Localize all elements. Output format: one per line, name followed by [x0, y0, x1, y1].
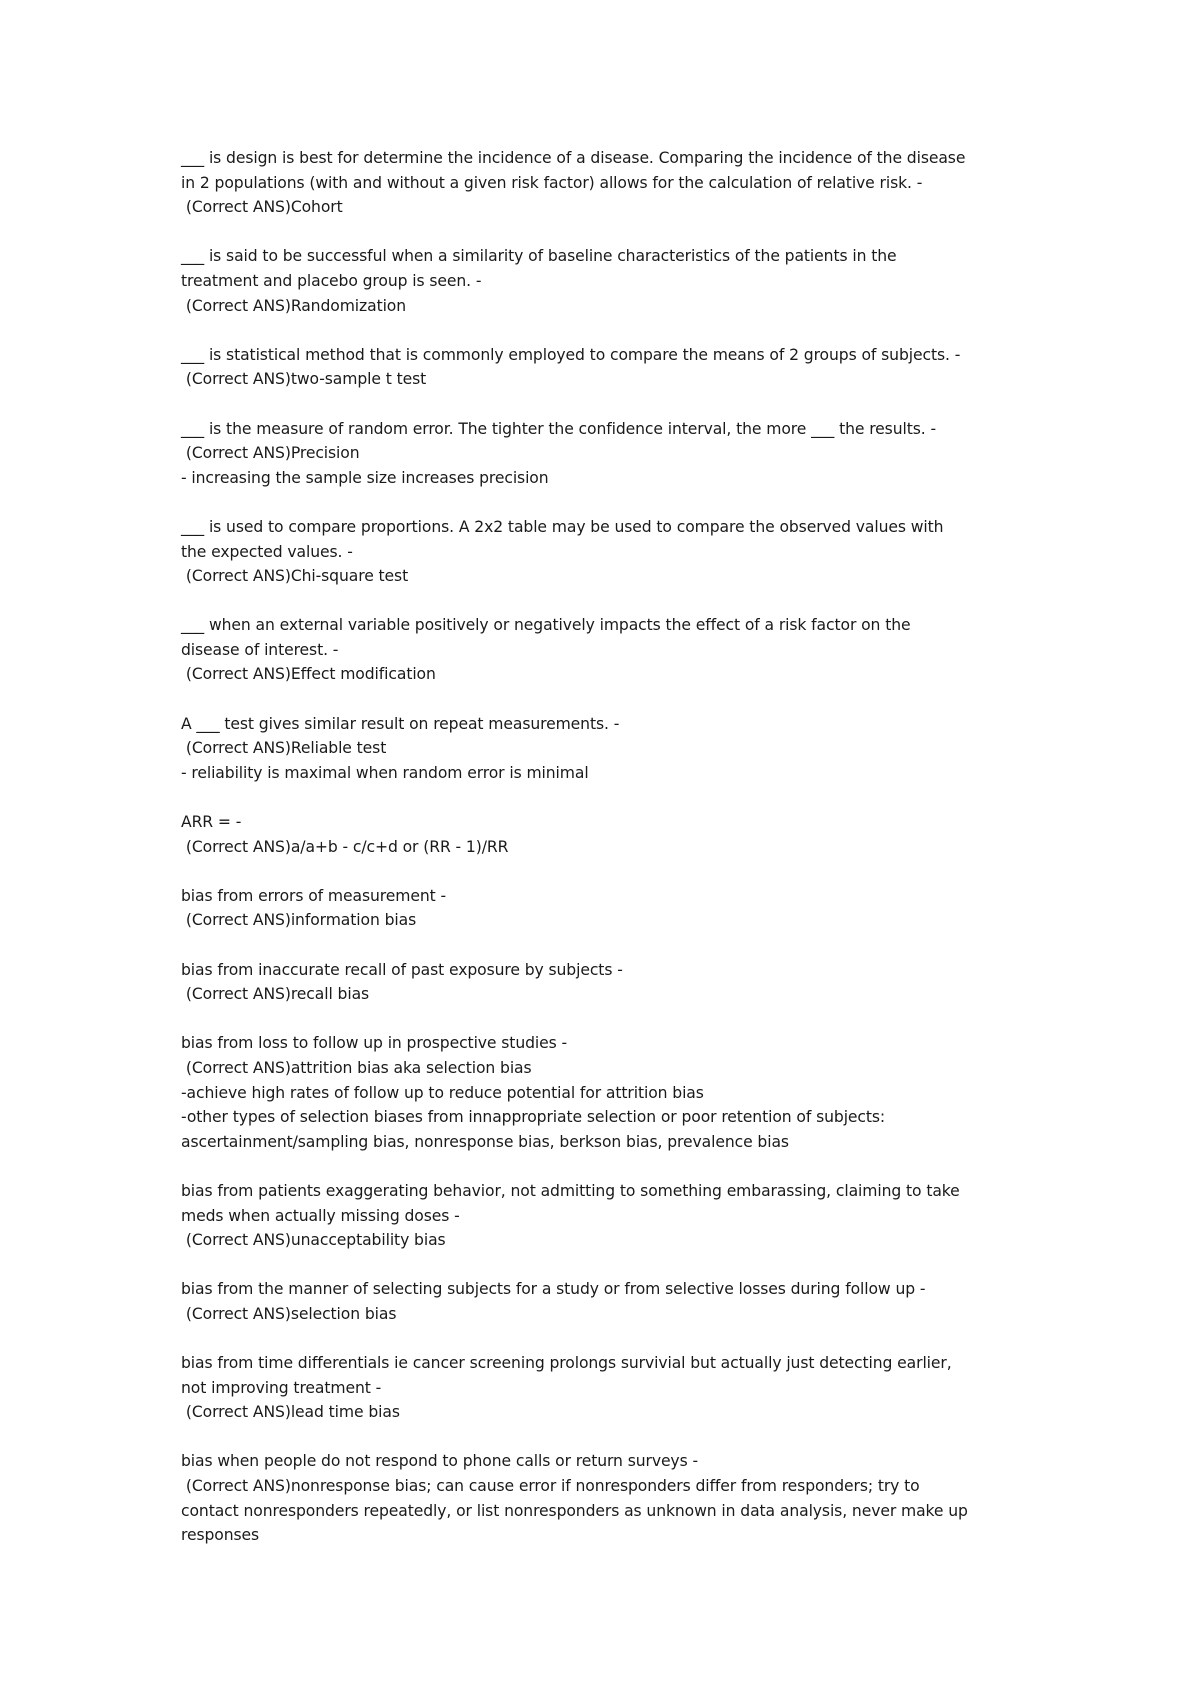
answer-line: (Correct ANS)Effect modification [181, 665, 436, 684]
qa-item [181, 958, 1031, 1007]
answer-line: -other types of selection biases from innappropriate selection or poor retention of subjects: [181, 1108, 886, 1127]
qa-item [181, 1179, 1031, 1253]
question-line: bias from loss to follow up in prospective studies - [181, 1034, 568, 1053]
answer-line: (Correct ANS)unacceptability bias [181, 1231, 446, 1250]
question-line: bias from the manner of selecting subjects for a study or from selective losses during follow up - [181, 1280, 926, 1299]
qa-item [181, 884, 1031, 933]
answer-line: contact nonresponders repeatedly, or list nonresponders as unknown in data analysis, never make up [181, 1501, 968, 1520]
answer-line: (Correct ANS)nonresponse bias; can cause error if nonresponders differ from responders; try to [181, 1477, 920, 1496]
question-line: disease of interest. - [181, 640, 339, 659]
qa-item [181, 1351, 1031, 1425]
answer-line: (Correct ANS)selection bias [181, 1304, 397, 1323]
question-line: ___ is design is best for determine the incidence of a disease. Comparing the incidence of the disease [181, 149, 966, 167]
answer-line: (Correct ANS)Cohort [181, 198, 343, 217]
answer-line: (Correct ANS)recall bias [181, 985, 370, 1004]
question-line: ___ is statistical method that is commonly employed to compare the means of 2 groups of subjects. - [181, 345, 961, 364]
qa-item [181, 810, 1031, 859]
question-line: bias from errors of measurement - [181, 886, 447, 905]
question-line: bias from patients exaggerating behavior, not admitting to something embarassing, claiming to take [181, 1181, 960, 1200]
qa-item [181, 244, 1031, 318]
answer-line: (Correct ANS)Randomization [181, 296, 407, 315]
answer-line: (Correct ANS)Precision [181, 444, 360, 463]
qa-item [181, 613, 1031, 687]
question-line: treatment and placebo group is seen. - [181, 271, 482, 290]
question-line: the expected values. - [181, 542, 353, 561]
qa-item [181, 1449, 1031, 1547]
question-line: meds when actually missing doses - [181, 1206, 460, 1225]
qa-list [181, 146, 1031, 1572]
question-line: ARR = - [181, 813, 242, 832]
question-line: not improving treatment - [181, 1378, 382, 1397]
answer-line: (Correct ANS)Chi-square test [181, 567, 409, 586]
qa-item [181, 417, 1031, 491]
answer-line: - reliability is maximal when random error is minimal [181, 763, 589, 782]
question-line: ___ when an external variable positively or negatively impacts the effect of a risk factor on the [181, 616, 911, 635]
answer-line: ascertainment/sampling bias, nonresponse bias, berkson bias, prevalence bias [181, 1132, 789, 1151]
qa-item [181, 1277, 1031, 1326]
question-line: ___ is said to be successful when a similarity of baseline characteristics of the patients in the [181, 247, 897, 266]
question-line: in 2 populations (with and without a given risk factor) allows for the calculation of relative risk. - [181, 173, 923, 192]
qa-item [181, 515, 1031, 589]
answer-line: -achieve high rates of follow up to reduce potential for attrition bias [181, 1083, 704, 1102]
answer-line: (Correct ANS)lead time bias [181, 1403, 400, 1422]
answer-line: (Correct ANS)two-sample t test [181, 370, 427, 389]
question-line: bias from time differentials ie cancer screening prolongs survivial but actually just detecting earlier, [181, 1354, 952, 1373]
answer-line: (Correct ANS)attrition bias aka selection bias [181, 1058, 532, 1077]
qa-item [181, 712, 1031, 786]
answer-line: (Correct ANS)a/a+b - c/c+d or (RR - 1)/RR [181, 837, 509, 856]
qa-item [181, 146, 1031, 220]
answer-line: responses [181, 1526, 260, 1545]
question-line: ___ is the measure of random error. The tighter the confidence interval, the more ___ the results. - [181, 419, 936, 438]
answer-line: (Correct ANS)Reliable test [181, 739, 387, 758]
qa-item [181, 1031, 1031, 1154]
answer-line: (Correct ANS)information bias [181, 911, 417, 930]
question-line: bias when people do not respond to phone calls or return surveys - [181, 1452, 698, 1471]
question-line: A ___ test gives similar result on repeat measurements. - [181, 714, 620, 733]
qa-item [181, 343, 1031, 392]
question-line: ___ is used to compare proportions. A 2x2 table may be used to compare the observed values with [181, 517, 944, 536]
answer-line: - increasing the sample size increases precision [181, 468, 549, 487]
question-line: bias from inaccurate recall of past exposure by subjects - [181, 960, 623, 979]
